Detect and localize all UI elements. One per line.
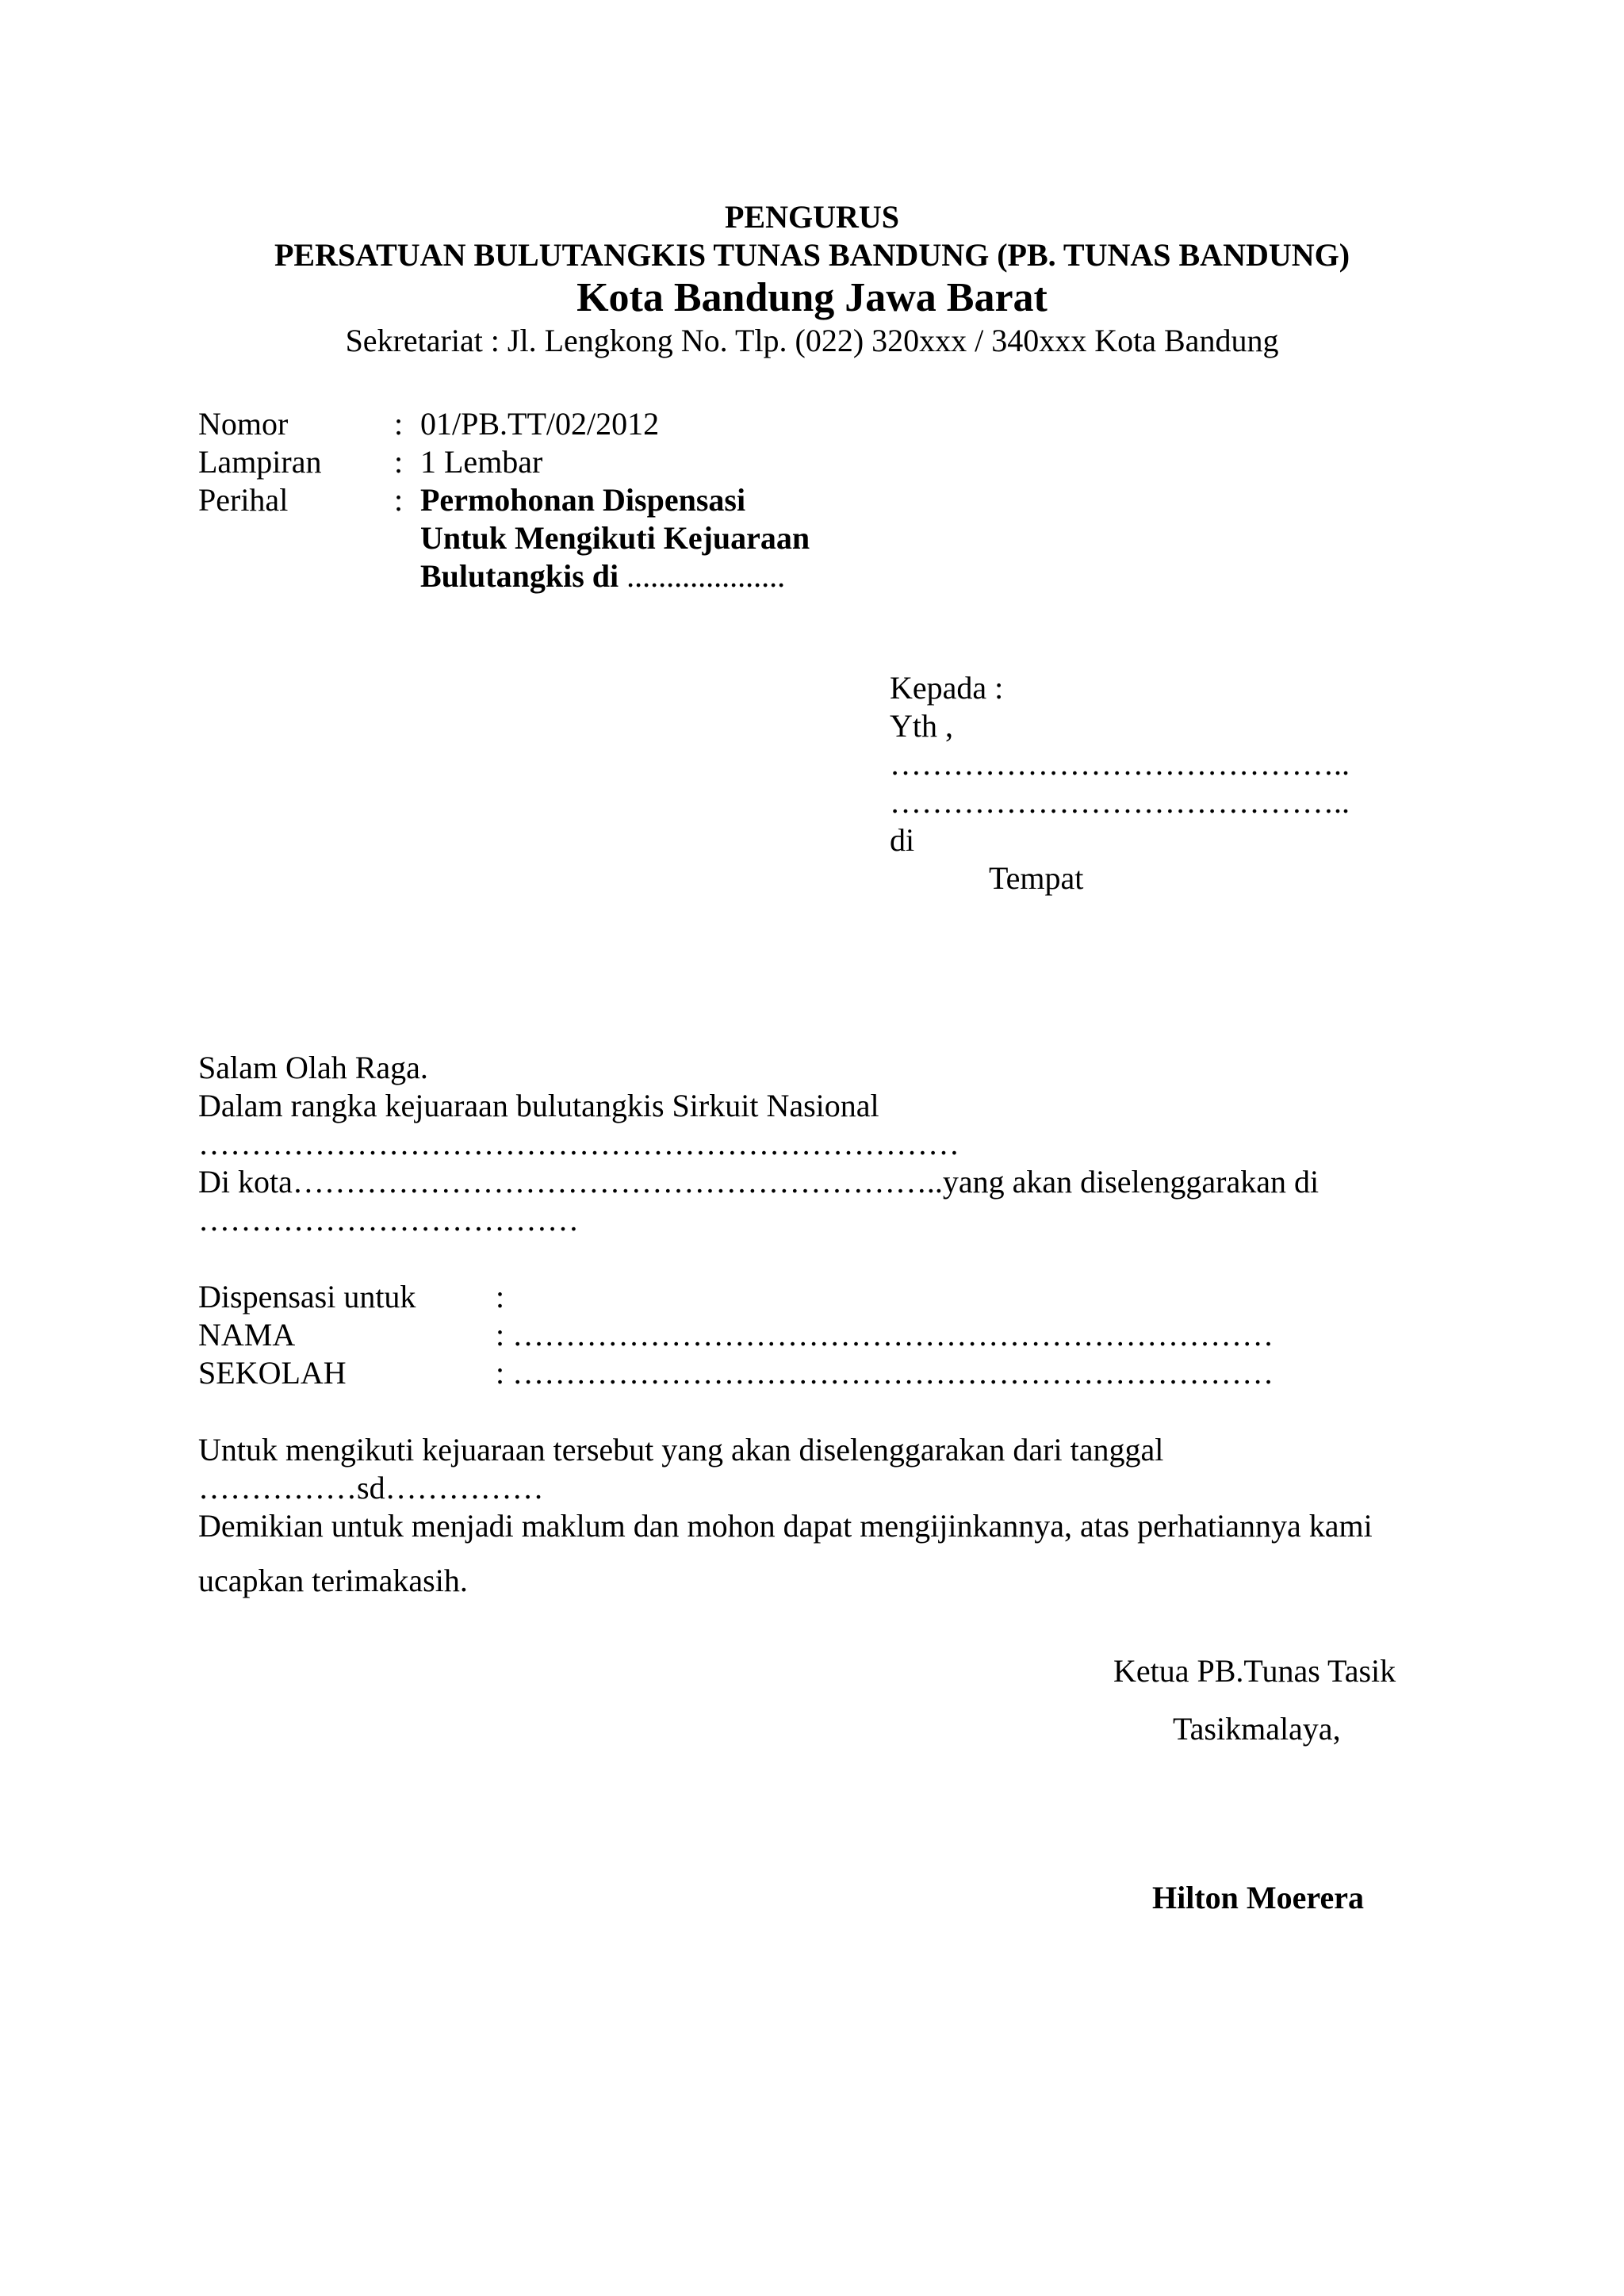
perihal-line-1: Permohonan Dispensasi (420, 482, 746, 518)
perihal-line-3 (420, 558, 786, 594)
letterhead-city: Kota Bandung Jawa Barat (576, 275, 1048, 320)
city-dots: ……………………………… (198, 1202, 579, 1238)
dispensasi-label: Dispensasi untuk (198, 1279, 416, 1314)
recipient-di: di (890, 822, 915, 858)
recipient-yth: Yth , (890, 708, 953, 744)
letterhead-pengurus: PENGURUS (724, 199, 900, 235)
letterhead-address: Sekretariat : Jl. Lengkong No. Tlp. (022) 320xxx / 340xxx Kota Bandung (345, 323, 1279, 358)
letterhead-organization: PERSATUAN BULUTANGKIS TUNAS BANDUNG (PB. TUNAS BANDUNG) (274, 237, 1350, 273)
dispensasi-colon: : (496, 1279, 505, 1314)
perihal-colon: : (394, 482, 404, 518)
recipient-line-2: …………………………………….. (890, 784, 1350, 820)
closing-line-2: ucapkan terimakasih. (198, 1563, 468, 1598)
nomor-colon: : (394, 406, 404, 442)
closing-line-1: Demikian untuk menjadi maklum dan mohon dapat mengijinkannya, atas perhatiannya kami (198, 1508, 1373, 1544)
recipient-tempat: Tempat (989, 860, 1084, 896)
follow-line-1: Untuk mengikuti kejuaraan tersebut yang akan diselenggarakan dari tanggal (198, 1432, 1164, 1468)
perihal-line-3-bold: Bulutangkis di (420, 558, 619, 594)
greeting: Salam Olah Raga. (198, 1050, 428, 1085)
lampiran-colon: : (394, 444, 404, 480)
recipient-kepada: Kepada : (890, 670, 1004, 706)
signature-position: Ketua PB.Tunas Tasik (1113, 1653, 1396, 1689)
sekolah-field: : ……………………………………………………………… (496, 1355, 1274, 1391)
lampiran-label: Lampiran (198, 444, 322, 480)
intro-dots: ……………………………………………………………… (198, 1126, 959, 1161)
lampiran-value: 1 Lembar (420, 444, 543, 480)
perihal-line-2: Untuk Mengikuti Kejuaraan (420, 520, 810, 556)
intro-text: Dalam rangka kejuaraan bulutangkis Sirkuit Nasional (198, 1088, 879, 1123)
sekolah-label: SEKOLAH (198, 1355, 347, 1391)
signature-name: Hilton Moerera (1152, 1880, 1364, 1915)
nama-field: : ……………………………………………………………… (496, 1317, 1274, 1353)
nomor-label: Nomor (198, 406, 289, 442)
perihal-label: Perihal (198, 482, 289, 518)
city-line: Di kota……………………………………………………..yang akan diselenggarakan di (198, 1164, 1320, 1200)
recipient-line-1: …………………………………….. (890, 746, 1350, 782)
perihal-line-3-dots: .................... (619, 558, 786, 594)
signature-place: Tasikmalaya, (1173, 1711, 1341, 1747)
follow-line-2: ……………sd…………… (198, 1470, 544, 1506)
nomor-value: 01/PB.TT/02/2012 (420, 406, 660, 442)
nama-label: NAMA (198, 1317, 296, 1353)
